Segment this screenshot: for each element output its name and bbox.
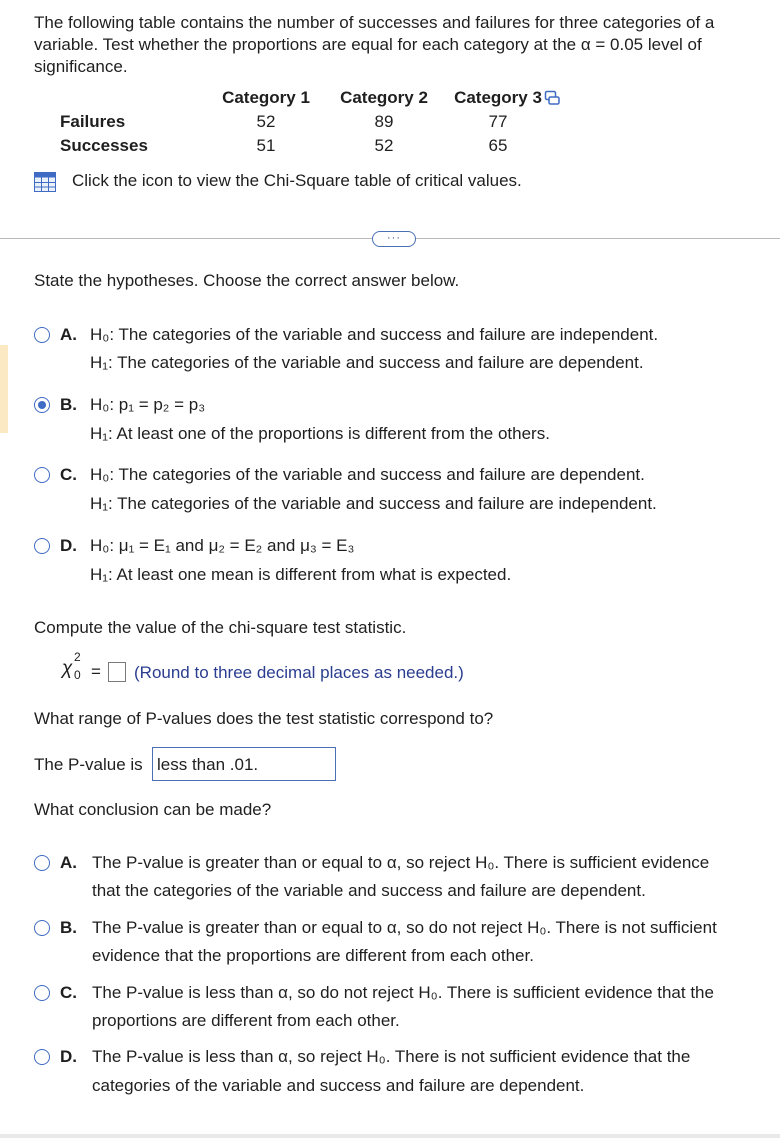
- radio-button[interactable]: [34, 1049, 50, 1065]
- pvalue-label: The P-value is: [34, 755, 143, 774]
- chi-square-symbol: [62, 650, 81, 682]
- option-line-1: The P-value is greater than or equal to α, so do not reject H₀. There is not sufficient: [92, 918, 717, 937]
- chi-square-answer-input[interactable]: [108, 662, 126, 682]
- table-row: [60, 110, 550, 134]
- radio-button[interactable]: [34, 327, 50, 343]
- header-category-1: Category 1: [222, 88, 310, 107]
- radio-button[interactable]: [34, 855, 50, 871]
- option-letter: D.: [60, 1047, 77, 1066]
- chi-square-table-link[interactable]: Click the icon to view the Chi-Square table of critical values.: [72, 171, 522, 190]
- radio-button[interactable]: [34, 985, 50, 1001]
- option-line-2: H₁: The categories of the variable and success and failure are independent.: [90, 494, 657, 513]
- option-line-1: The P-value is less than α, so reject H₀. There is not sufficient evidence that the: [92, 1047, 691, 1066]
- header-category-3: Category 3: [454, 88, 542, 107]
- option-line-2: H₁: The categories of the variable and success and failure are dependent.: [90, 353, 644, 372]
- part2-prompt: Compute the value of the chi-square test statistic.: [34, 618, 407, 637]
- option-line-1: The P-value is greater than or equal to α, so reject H₀. There is sufficient evidence: [92, 853, 710, 872]
- option-letter: A.: [60, 853, 77, 872]
- option-line-2: proportions are different from each other.: [92, 1011, 400, 1030]
- option-line-1: H₀: p₁ = p₂ = p₃: [90, 395, 206, 414]
- selected-answer-marker: [0, 345, 8, 433]
- table-cell: 65: [488, 136, 508, 155]
- option-line-1: The P-value is less than α, so do not reject H₀. There is sufficient evidence that the: [92, 983, 714, 1002]
- radio-button[interactable]: [34, 920, 50, 936]
- row-label-failures: Failures: [60, 112, 126, 131]
- option-letter: A.: [60, 325, 77, 344]
- bottom-scroll-edge: [0, 1134, 780, 1138]
- part4-prompt: What conclusion can be made?: [34, 800, 272, 819]
- row-label-successes: Successes: [60, 136, 148, 155]
- part1-prompt: State the hypotheses. Choose the correct answer below.: [34, 271, 460, 290]
- pvalue-dropdown[interactable]: less than .01.: [152, 747, 336, 781]
- option-line-2: evidence that the proportions are different from each other.: [92, 946, 534, 965]
- option-line-2: that the categories of the variable and success and failure are dependent.: [92, 881, 646, 900]
- option-letter: B.: [60, 918, 77, 937]
- option-line-2: H₁: At least one mean is different from what is expected.: [90, 565, 512, 584]
- equals-sign: =: [91, 662, 101, 681]
- expand-more-button[interactable]: ···: [372, 231, 416, 247]
- question-intro: The following table contains the number of successes and failures for three categories of a variable. Test whether the proportions are equal for each category at the α = 0.05 level of significance.: [34, 13, 715, 76]
- option-line-1: H₀: μ₁ = E₁ and μ₂ = E₂ and μ₃ = E₃: [90, 536, 355, 555]
- chi-superscript: 2: [74, 650, 81, 664]
- option-letter: C.: [60, 465, 77, 484]
- data-table: [60, 86, 550, 158]
- copy-table-icon[interactable]: [544, 90, 560, 106]
- option-line-2: categories of the variable and success and failure are dependent.: [92, 1076, 585, 1095]
- option-line-1: H₀: The categories of the variable and success and failure are dependent.: [90, 465, 645, 484]
- option-letter: C.: [60, 983, 77, 1002]
- part3-prompt: What range of P-values does the test statistic correspond to?: [34, 709, 494, 728]
- table-cell: 52: [256, 112, 276, 131]
- table-cell: 52: [374, 136, 394, 155]
- radio-button-selected[interactable]: [34, 397, 50, 413]
- radio-button[interactable]: [34, 467, 50, 483]
- table-cell: 89: [374, 112, 394, 131]
- table-header-row: [60, 86, 550, 110]
- option-line-2: H₁: At least one of the proportions is different from the others.: [90, 424, 550, 443]
- option-letter: B.: [60, 395, 77, 414]
- option-line-1: H₀: The categories of the variable and success and failure are independent.: [90, 325, 659, 344]
- table-grid-icon[interactable]: [34, 172, 56, 192]
- chi-letter: χ: [62, 658, 73, 679]
- chi-subscript: 0: [74, 668, 81, 682]
- rounding-hint: (Round to three decimal places as needed.): [134, 663, 464, 682]
- table-cell: 77: [488, 112, 508, 131]
- table-row: [60, 134, 550, 158]
- header-category-2: Category 2: [340, 88, 428, 107]
- table-cell: 51: [256, 136, 276, 155]
- option-letter: D.: [60, 536, 77, 555]
- radio-button[interactable]: [34, 538, 50, 554]
